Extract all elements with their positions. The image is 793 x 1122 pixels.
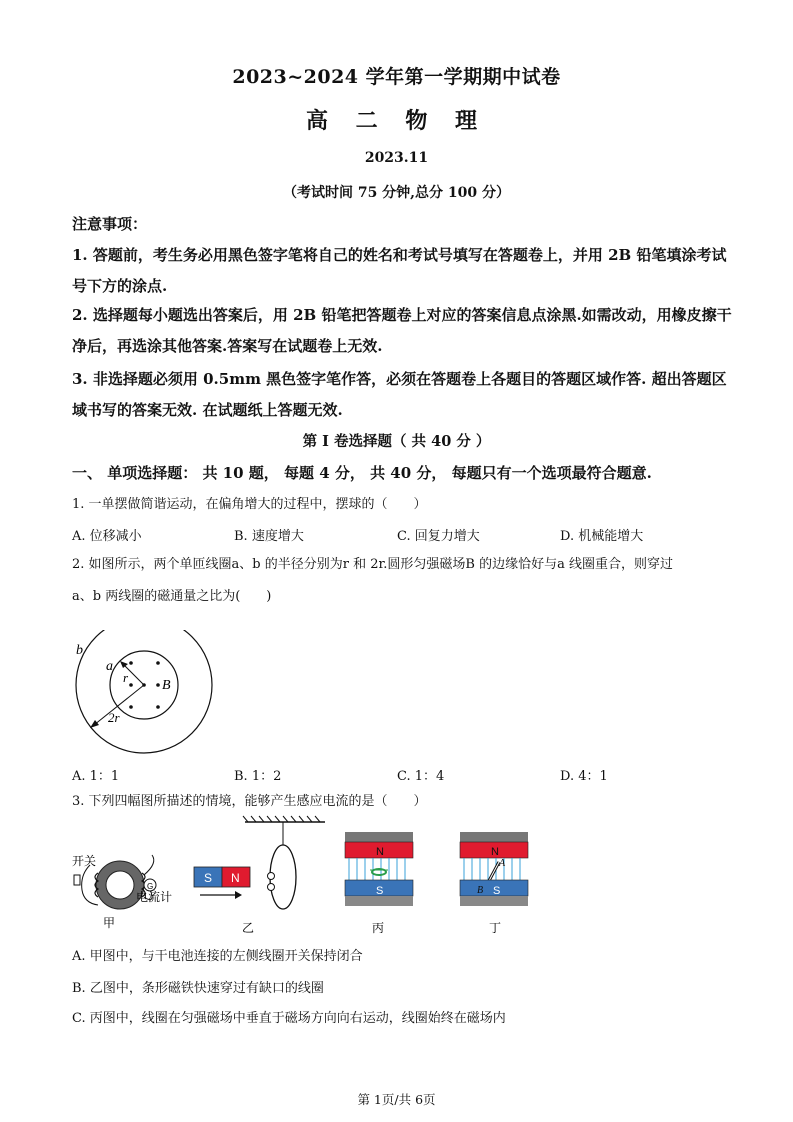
caption-bing: 丙 — [372, 921, 385, 935]
wire — [144, 855, 154, 875]
magnet-bottom-cap — [345, 896, 413, 906]
iron-ring-hole — [106, 871, 134, 899]
field-dot — [129, 705, 133, 709]
exam-date: 2023.11 — [364, 150, 429, 166]
magnet-top-cap — [460, 832, 528, 842]
field-dot — [129, 683, 133, 687]
magnet-top-cap — [345, 832, 413, 842]
q2-option-a: A. 1：1 — [72, 769, 120, 784]
q1-option-c: C. 回复力增大 — [397, 529, 480, 544]
q3-figure-ding — [455, 830, 535, 935]
label-2r: 2r — [108, 710, 120, 725]
magnet-s-label: S — [376, 885, 384, 897]
q3-figure-bing — [340, 830, 420, 935]
q3-figure-jia — [70, 845, 185, 930]
q1-option-a: A. 位移减小 — [72, 529, 142, 544]
q3-option-b: B. 乙图中，条形磁铁快速穿过有缺口的线圈 — [72, 981, 324, 996]
magnet-n-label: N — [376, 846, 384, 858]
part1-title: 第 Ⅰ 卷选择题（ 共 40 分 ） — [302, 433, 491, 450]
q2-figure — [60, 630, 230, 760]
q3-figure-yi — [190, 815, 330, 935]
motion-arrowhead — [235, 891, 242, 899]
q3-option-a: A. 甲图中，与干电池连接的左侧线圈开关保持闭合 — [72, 949, 363, 964]
magnet-s-label: S — [493, 885, 501, 897]
gap-terminal — [268, 884, 275, 891]
label-b: b — [76, 643, 83, 658]
q2-stem-line1: 2. 如图所示，两个单匝线圈a、b 的半径分别为r 和 2r.圆形匀强磁场B 的边缘恰好与a 线圈重合，则穿过 — [72, 557, 673, 572]
coil-b-circle — [76, 630, 212, 753]
q2-stem-line2: a、b 两线圈的磁通量之比为( ) — [72, 589, 272, 604]
meter-label: 电流计 — [136, 890, 173, 904]
magnet-bottom-cap — [460, 896, 528, 906]
exam-title: 2023~2024 学年第一学期期中试卷 — [232, 66, 561, 88]
q3-option-c: C. 丙图中，线圈在匀强磁场中垂直于磁场方向向右运动，线圈始终在磁场内 — [72, 1011, 506, 1026]
galvanometer-symbol: G — [147, 882, 154, 891]
label-r: r — [123, 670, 129, 685]
battery — [74, 875, 80, 885]
q2-option-c: C. 1：4 — [397, 769, 445, 784]
note-item-1: 1. 答题前，考生务必用黑色签字笔将自己的姓名和考试号填写在答题卷上，并用 2B 铅笔填涂考试号下方的涂点. — [72, 246, 727, 295]
notes-title: 注意事项： — [72, 215, 148, 233]
caption-jia: 甲 — [103, 916, 116, 930]
field-dot — [156, 683, 160, 687]
label-B: B — [477, 885, 484, 896]
q3-stem: 3. 下列四幅图所描述的情境，能够产生感应电流的是（ ） — [72, 794, 427, 809]
gap-terminal — [268, 873, 275, 880]
note-item-3: 3. 非选择题必须用 0.5mm 黑色签字笔作答，必须在答题卷上各题目的答题区域作答. 超出答题区域书写的答案无效. 在试题纸上答题无效. — [72, 370, 727, 419]
switch-label: 开关 — [72, 854, 97, 868]
ceiling-hatch — [243, 816, 320, 822]
caption-ding: 丁 — [489, 921, 502, 935]
caption-yi: 乙 — [242, 921, 255, 935]
radius-r-arrowhead — [120, 661, 128, 668]
page-footer: 第 1页/共 6页 — [357, 1092, 436, 1107]
q1-option-d: D. 机械能增大 — [560, 529, 644, 544]
q1-stem: 1. 一单摆做简谐运动，在偏角增大的过程中，摆球的（ ） — [72, 497, 427, 512]
field-dot — [156, 661, 160, 665]
q2-option-b: B. 1：2 — [234, 769, 282, 784]
section-title: 一、 单项选择题： 共 10 题， 每题 4 分， 共 40 分， 每题只有一个选项最符合题意. — [72, 464, 652, 482]
field-dot — [156, 705, 160, 709]
label-a: a — [106, 659, 113, 674]
magnet-n-label: N — [491, 846, 499, 858]
magnet-n-label: N — [231, 871, 240, 885]
label-A: A — [499, 858, 506, 869]
label-B: B — [162, 678, 171, 693]
radius-2r-arrowhead — [90, 720, 99, 728]
q1-option-b: B. 速度增大 — [234, 529, 304, 544]
note-item-2: 2. 选择题每小题选出答案后，用 2B 铅笔把答题卷上对应的答案信息点涂黑.如需改动，用橡皮擦干净后，再选涂其他答案.答案写在试题卷上无效. — [72, 306, 732, 355]
subject-title: 高 二 物 理 — [306, 108, 487, 134]
magnet-s-label: S — [204, 871, 213, 885]
field-dot — [129, 661, 133, 665]
q2-option-d: D. 4：1 — [560, 769, 608, 784]
exam-time-info: （考试时间 75 分钟,总分 100 分） — [282, 185, 511, 201]
